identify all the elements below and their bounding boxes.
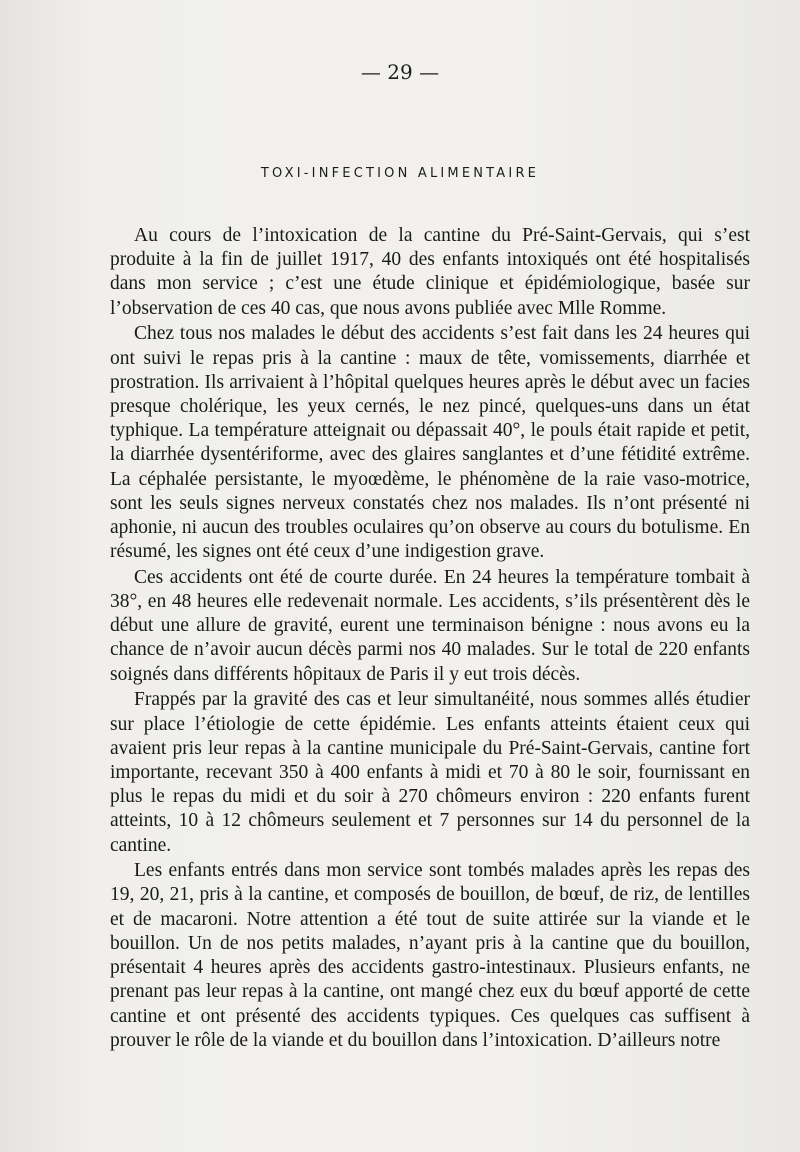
page-number: — 29 — — [360, 60, 440, 84]
section-title: TOXI-INFECTION ALIMENTAIRE — [260, 166, 540, 181]
paragraph-5: Les enfants entrés dans mon service sont tombés malades après les repas des 19, 20, 21, pris à la cantine, et composés de bouillon, de bœuf, de riz, de lentilles et de macaroni. Notre attention a été tout de suite attirée sur la viande et le bouillon. Un de nos petits malades, n’ayant pris à la cantine que du bouillon, présentait 4 heures après des accidents gastro-intestinaux. Plusieurs enfants, ne prenant pas leur repas à la cantine, ont mangé chez eux du bœuf apporté de cette cantine et ont présenté des accidents typiques. Ces quelques cas suffisent à prouver le rôle de la viande et du bouillon dans l’intoxication. D’ailleurs notre — [110, 860, 750, 1051]
body-text — [110, 224, 750, 1054]
paragraph-3: Ces accidents ont été de courte durée. En 24 heures la température tombait à 38°, en 48 heures elle redevenait normale. Les accidents, s’ils présentèrent dès le début une allure de gravité, eurent une terminaison bénigne : nous avons eu la chance de n’avoir aucun décès parmi nos 40 malades. Sur le total de 220 enfants soignés dans différents hôpitaux de Paris il y eut trois décès. — [110, 566, 750, 685]
paragraph-4: Frappés par la gravité des cas et leur simultanéité, nous sommes allés étudier sur place l’étiologie de cette épidémie. Les enfants atteints étaient ceux qui avaient pris leur repas à la cantine municipale du Pré-Saint-Gervais, cantine fort importante, recevant 350 à 400 enfants à midi et 70 à 80 le soir, fournissant en plus le repas du midi et du soir à 270 chômeurs environ : 220 enfants furent atteints, 10 à 12 chômeurs seulement et 7 personnes sur 14 du personnel de la cantine. — [110, 689, 750, 856]
paragraph-2: Chez tous nos malades le début des accidents s’est fait dans les 24 heures qui ont suivi le repas pris à la cantine : maux de tête, vomissements, diarrhée et prostration. Ils arrivaient à l’hôpital quelques heures après le début avec un facies presque cholérique, les yeux cernés, le nez pincé, quelques-uns dans un état typhique. La température atteignait ou dépassait 40°, le pouls était rapide et petit, la diarrhée dysentériforme, avec des glaires sanglantes et d’une fétidité extrême. La céphalée persistante, le myoœdème, le phénomène de la raie vaso-motrice, sont les seuls signes nerveux constatés chez nos malades. Ils n’ont présenté ni aphonie, ni aucun des troubles oculaires qu’on observe au cours du botulisme. En résumé, les signes ont été ceux d’une indigestion grave. — [110, 323, 750, 563]
paragraph-1: Au cours de l’intoxication de la cantine du Pré-Saint-Gervais, qui s’est produite à la fin de juillet 1917, 40 des enfants intoxiqués ont été hospitalisés dans mon service ; c’est une étude clinique et épidémiologique, basée sur l’observation de ces 40 cas, que nous avons publiée avec Mlle Romme. — [110, 225, 750, 319]
